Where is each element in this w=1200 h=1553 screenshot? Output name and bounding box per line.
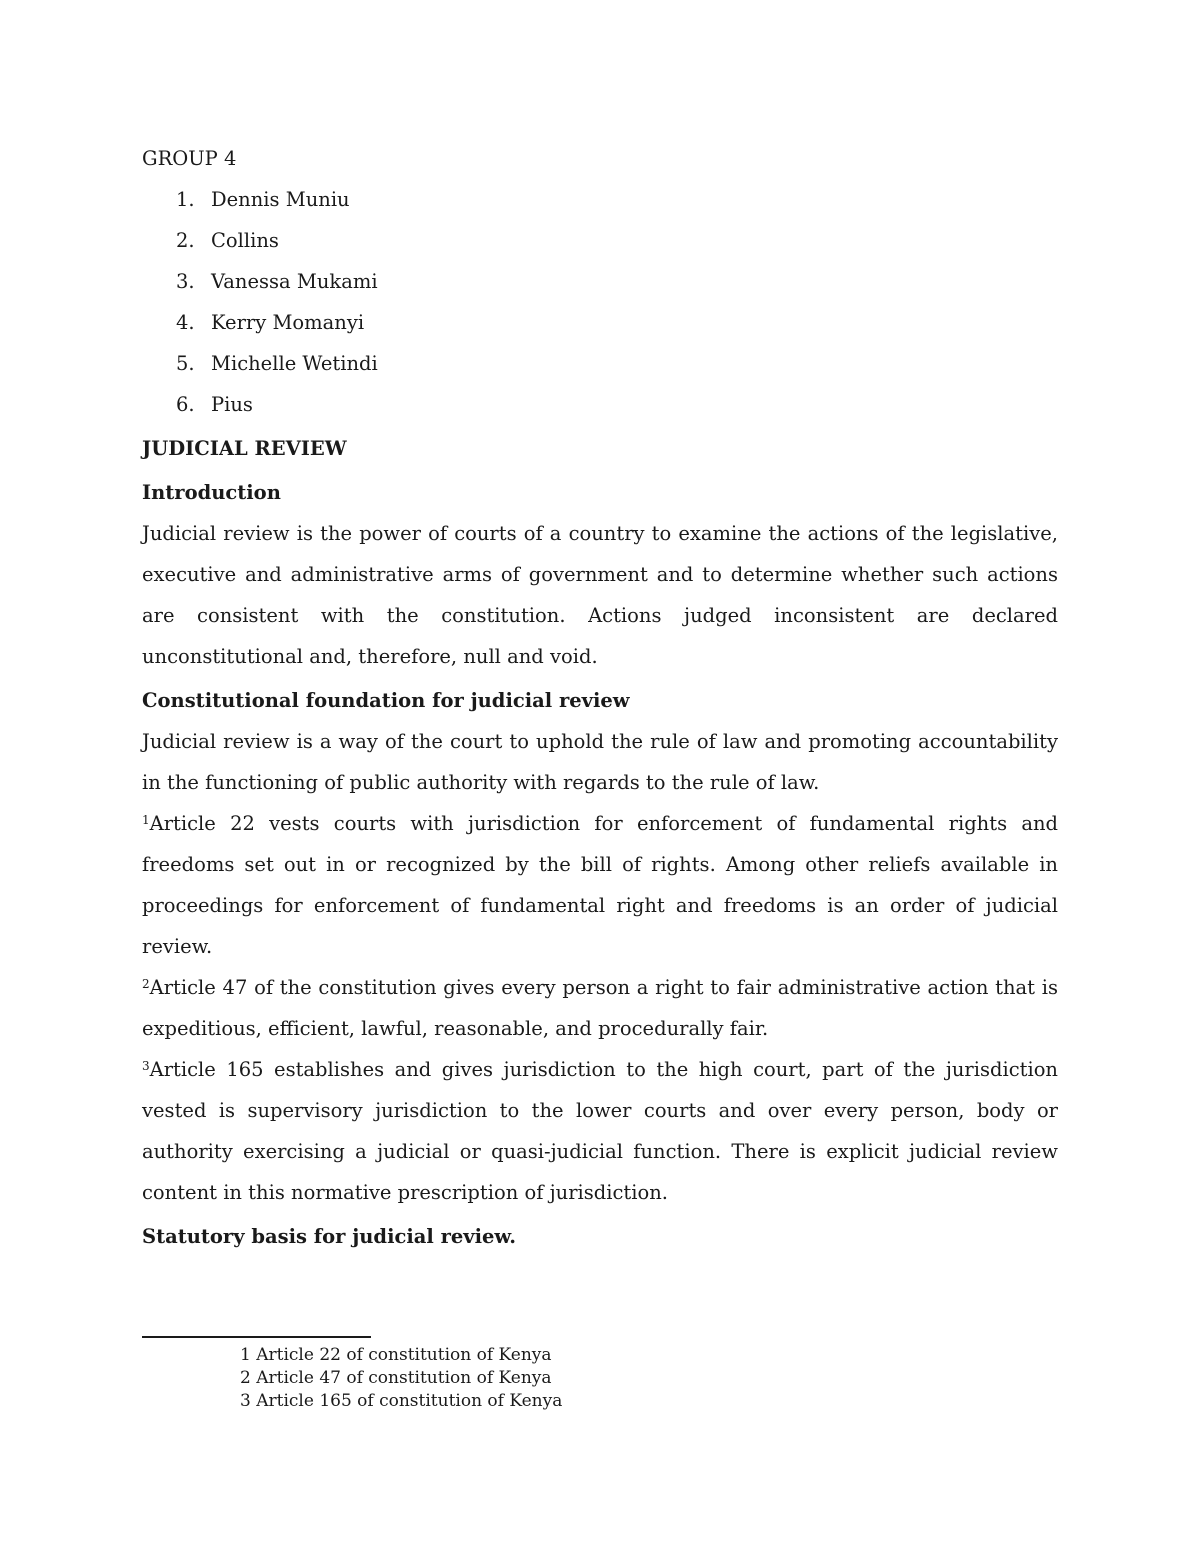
intro-heading: Introduction — [142, 481, 281, 504]
footnote-separator — [142, 1336, 371, 1338]
list-number: 3. — [176, 270, 195, 293]
member-name: Collins — [211, 229, 279, 252]
list-number: 6. — [176, 393, 195, 416]
constitutional-heading: Constitutional foundation for judicial review — [142, 689, 630, 712]
statutory-heading: Statutory basis for judicial review. — [142, 1225, 517, 1248]
list-item — [142, 302, 1058, 343]
list-item — [142, 179, 1058, 220]
article-text: Article 47 of the constitution gives every person a right to fair administrative action that is expeditious, efficient, lawful, reasonable, and procedurally fair. — [142, 976, 1058, 1040]
footnote-2: 2 Article 47 of constitution of Kenya — [240, 1368, 552, 1388]
list-item — [142, 384, 1058, 425]
document-body — [142, 138, 1058, 1257]
intro-paragraph: Judicial review is the power of courts of a country to examine the actions of the legislative, executive and administrative arms of government and to determine whether such actions are consistent with the constitution. Actions judged inconsistent are declared unconstitutional and, therefore, null and void. — [142, 522, 1058, 668]
article-text: Article 22 vests courts with jurisdiction for enforcement of fundamental rights and freedoms set out in or recognized by the bill of rights. Among other reliefs available in proceedings for enforcement of fundamental right and freedoms is an order of judicial review. — [142, 812, 1058, 958]
article-47-paragraph — [142, 967, 1058, 1049]
footnote-ref: 1 — [142, 813, 150, 827]
list-number: 5. — [176, 352, 195, 375]
list-item — [142, 343, 1058, 384]
article-22-paragraph — [142, 803, 1058, 967]
footnote-3: 3 Article 165 of constitution of Kenya — [240, 1391, 563, 1411]
footnote-ref: 3 — [142, 1059, 150, 1073]
member-name: Vanessa Mukami — [211, 270, 378, 293]
list-number: 1. — [176, 188, 195, 211]
constitutional-paragraph: Judicial review is a way of the court to uphold the rule of law and promoting accountability in the functioning of public authority with regards to the rule of law. — [142, 730, 1058, 794]
footnotes — [240, 1344, 562, 1413]
member-name: Dennis Muniu — [211, 188, 350, 211]
main-title: JUDICIAL REVIEW — [142, 437, 347, 460]
article-text: Article 165 establishes and gives jurisdiction to the high court, part of the jurisdiction vested is supervisory jurisdiction to the lower courts and over every person, body or authority exercising a judicial or quasi-judicial function. There is explicit judicial review content in this normative prescription of jurisdiction. — [142, 1058, 1058, 1204]
member-list — [142, 179, 1058, 425]
group-title: GROUP 4 — [142, 147, 237, 170]
article-165-paragraph — [142, 1049, 1058, 1213]
member-name: Pius — [211, 393, 253, 416]
member-name: Michelle Wetindi — [211, 352, 378, 375]
list-item — [142, 220, 1058, 261]
list-number: 4. — [176, 311, 195, 334]
list-number: 2. — [176, 229, 195, 252]
member-name: Kerry Momanyi — [211, 311, 365, 334]
footnote-1: 1 Article 22 of constitution of Kenya — [240, 1345, 552, 1365]
footnote-ref: 2 — [142, 977, 150, 991]
list-item — [142, 261, 1058, 302]
